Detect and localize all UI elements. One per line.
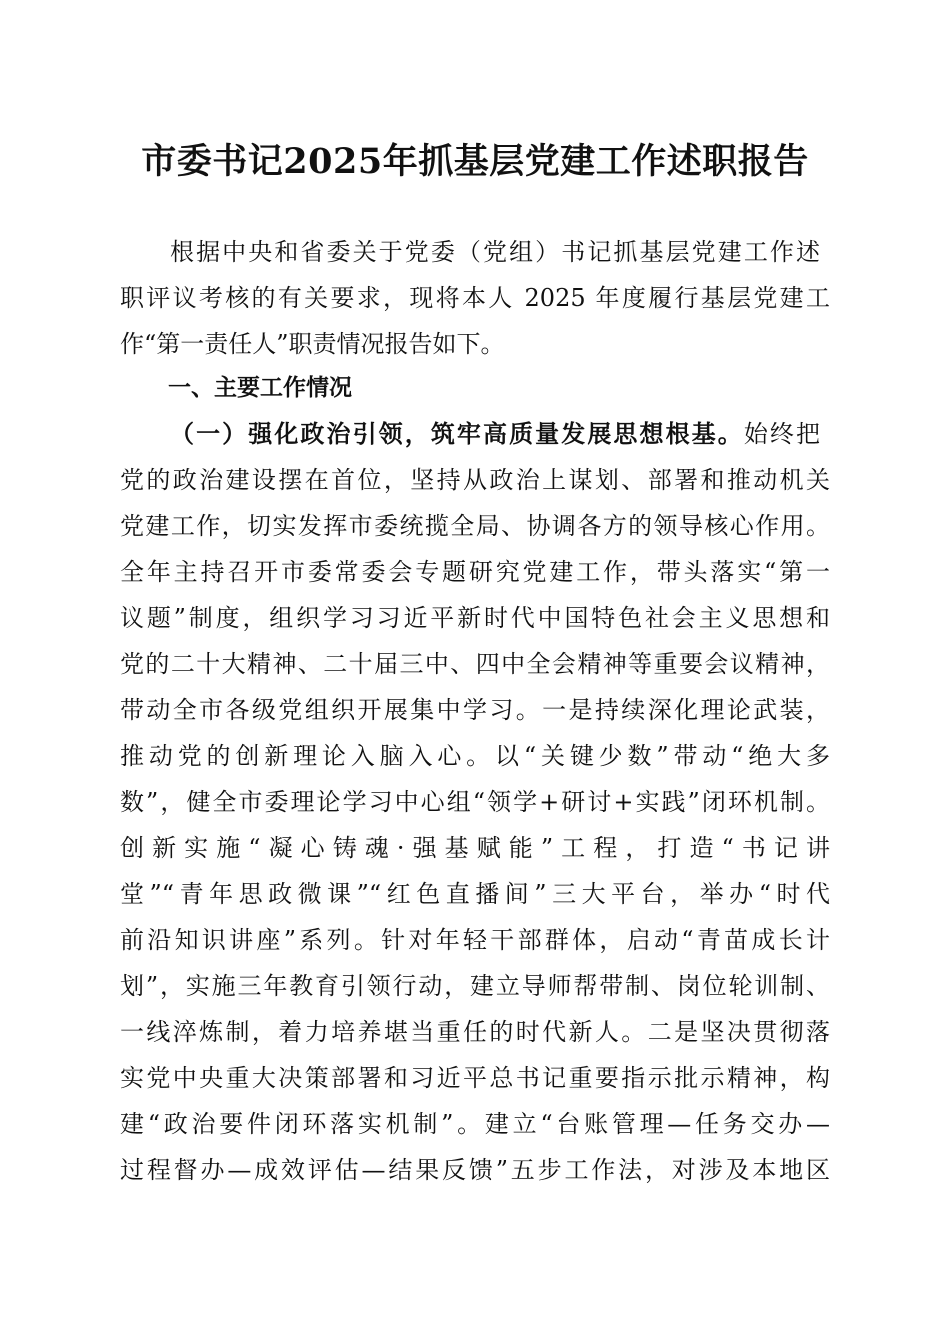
body-line: 全年主持召开市委常委会专题研究党建工作，带头落实“第一	[120, 558, 830, 586]
body-line: 一线淬炼制，着力培养堪当重任的时代新人。二是坚决贯彻落	[120, 1018, 830, 1046]
body-line: 建“政治要件闭环落实机制”。建立“台账管理—任务交办—	[120, 1110, 830, 1138]
intro-line-2: 职评议考核的有关要求，现将本人 2025 年度履行基层党建工	[120, 284, 830, 312]
intro-line-3: 作“第一责任人”职责情况报告如下。	[120, 330, 505, 358]
section-heading-main-work: 一、主要工作情况	[168, 375, 352, 401]
subsection-1-lead: （一）强化政治引领，筑牢高质量发展思想根基。	[170, 419, 744, 448]
document-title: 市委书记2025年抓基层党建工作述职报告	[141, 141, 809, 182]
body-line: 推动党的创新理论入脑入心。以“关键少数”带动“绝大多	[120, 742, 830, 770]
body-line: 创新实施“凝心铸魂·强基赋能”工程，打造“书记讲	[120, 834, 830, 862]
subsection-1-lead-rest: 始终把	[743, 420, 820, 448]
body-line: 实党中央重大决策部署和习近平总书记重要指示批示精神，构	[120, 1064, 830, 1092]
body-line: 前沿知识讲座”系列。针对年轻干部群体，启动“青苗成长计	[120, 926, 830, 954]
body-line: 数”，健全市委理论学习中心组“领学+研讨+实践”闭环机制。	[120, 788, 830, 816]
body-line: 议题”制度，组织学习习近平新时代中国特色社会主义思想和	[120, 604, 830, 632]
body-line: 过程督办—成效评估—结果反馈”五步工作法，对涉及本地区	[120, 1156, 830, 1184]
body-line: 党的政治建设摆在首位，坚持从政治上谋划、部署和推动机关	[120, 466, 830, 494]
body-line: 划”，实施三年教育引领行动，建立导师帮带制、岗位轮训制、	[120, 972, 830, 1000]
body-line: 带动全市各级党组织开展集中学习。一是持续深化理论武装，	[120, 696, 830, 724]
intro-line-1: 根据中央和省委关于党委（党组）书记抓基层党建工作述	[170, 238, 820, 266]
body-line: 党建工作，切实发挥市委统揽全局、协调各方的领导核心作用。	[120, 512, 830, 540]
body-line: 党的二十大精神、二十届三中、四中全会精神等重要会议精神，	[120, 650, 830, 678]
subsection-1-first-line	[170, 414, 820, 454]
body-line: 堂”“青年思政微课”“红色直播间”三大平台，举办“时代	[120, 880, 830, 908]
